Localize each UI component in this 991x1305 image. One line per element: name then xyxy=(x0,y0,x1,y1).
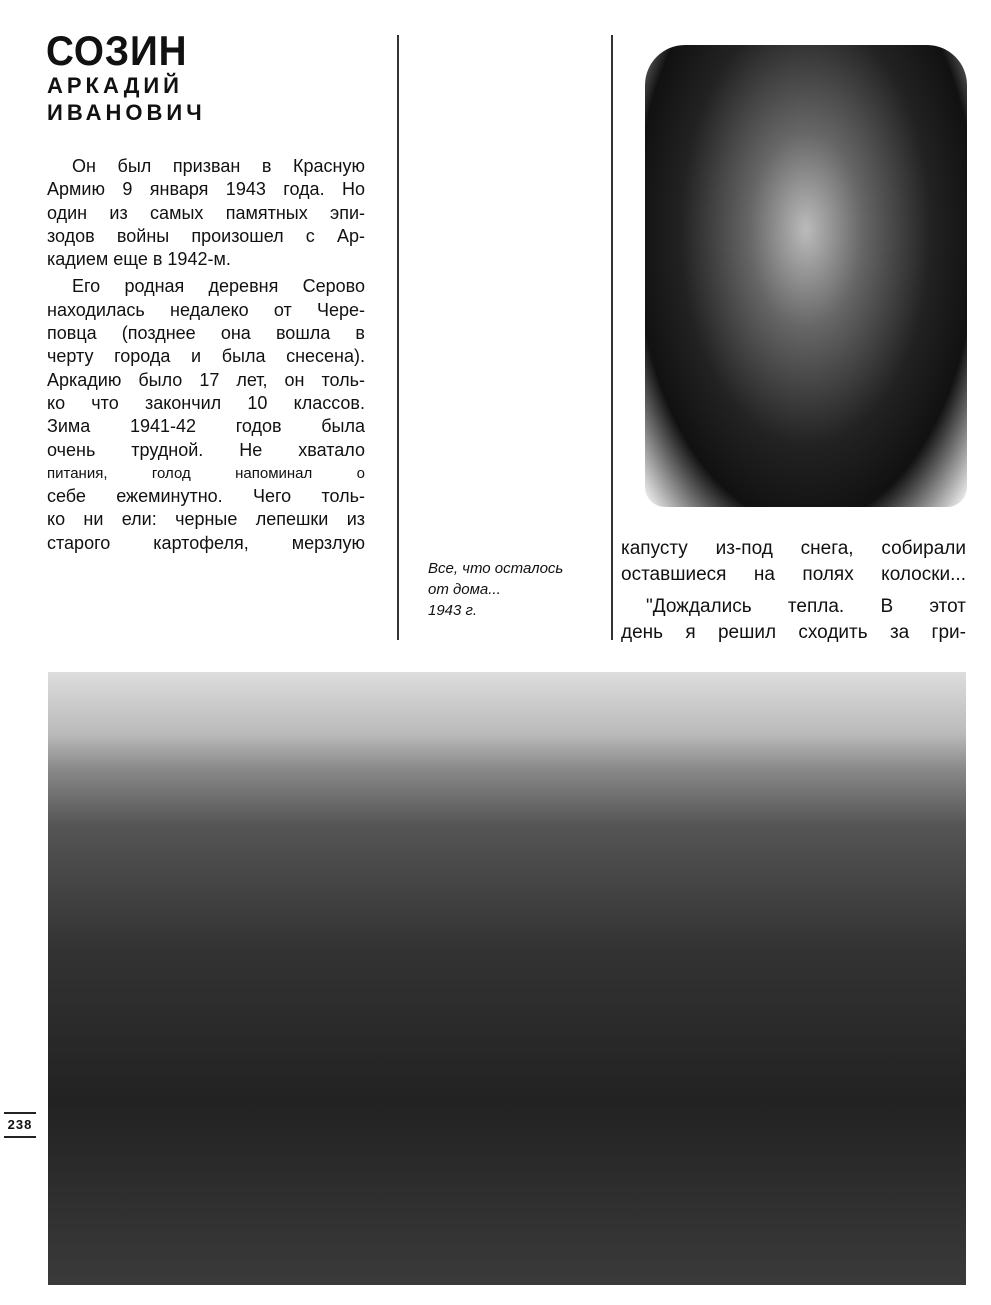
photo-caption xyxy=(428,558,563,621)
text-line: очень трудной. Не хватало xyxy=(47,439,365,460)
text-line: питания, голод напоминал о xyxy=(47,464,365,482)
caption-line: 1943 г. xyxy=(428,602,478,619)
text-line: Аркадию было 17 лет, он толь- xyxy=(47,369,365,390)
given-name: АРКАДИЙ xyxy=(47,73,183,98)
war-ruins-photo xyxy=(48,672,966,1285)
column-divider xyxy=(397,35,399,640)
surname-heading: СОЗИН xyxy=(46,27,188,74)
text-line: один из самых памятных эпи- xyxy=(47,202,365,223)
text-line: день я решил сходить за гри- xyxy=(621,622,966,643)
portrait-photo xyxy=(645,45,967,507)
article-column-3 xyxy=(621,536,966,646)
patronymic: ИВАНОВИЧ xyxy=(47,100,206,125)
text-line: Он был призван в Красную xyxy=(72,156,365,176)
text-line: кадием еще в 1942-м. xyxy=(47,249,231,270)
page-number: 238 xyxy=(4,1112,36,1138)
text-line: себе ежеминутно. Чего толь- xyxy=(47,486,365,507)
text-line: находилась недалеко от Чере- xyxy=(47,299,365,320)
text-line: черту города и была снесена). xyxy=(47,346,365,367)
text-line: "Дождались тепла. В этот xyxy=(646,596,966,617)
text-line: зодов войны произошел с Ар- xyxy=(47,225,365,246)
column-divider xyxy=(611,35,613,640)
caption-line: Все, что осталось xyxy=(428,560,564,577)
text-line: Армию 9 января 1943 года. Но xyxy=(47,179,365,200)
text-line: капусту из-под снега, собирали xyxy=(621,538,966,559)
text-line: повца (позднее она вошла в xyxy=(47,323,365,344)
text-line: оставшиеся на полях колоски... xyxy=(621,564,966,585)
caption-line: от дома... xyxy=(428,581,501,598)
text-line: Его родная деревня Серово xyxy=(72,276,365,297)
article-column-1 xyxy=(47,155,365,555)
text-line: ко что закончил 10 классов. xyxy=(47,392,365,413)
text-line: ко ни ели: черные лепешки из xyxy=(47,509,365,530)
text-line: старого картофеля, мерзлую xyxy=(47,532,365,553)
text-line: Зима 1941-42 годов была xyxy=(47,416,365,437)
